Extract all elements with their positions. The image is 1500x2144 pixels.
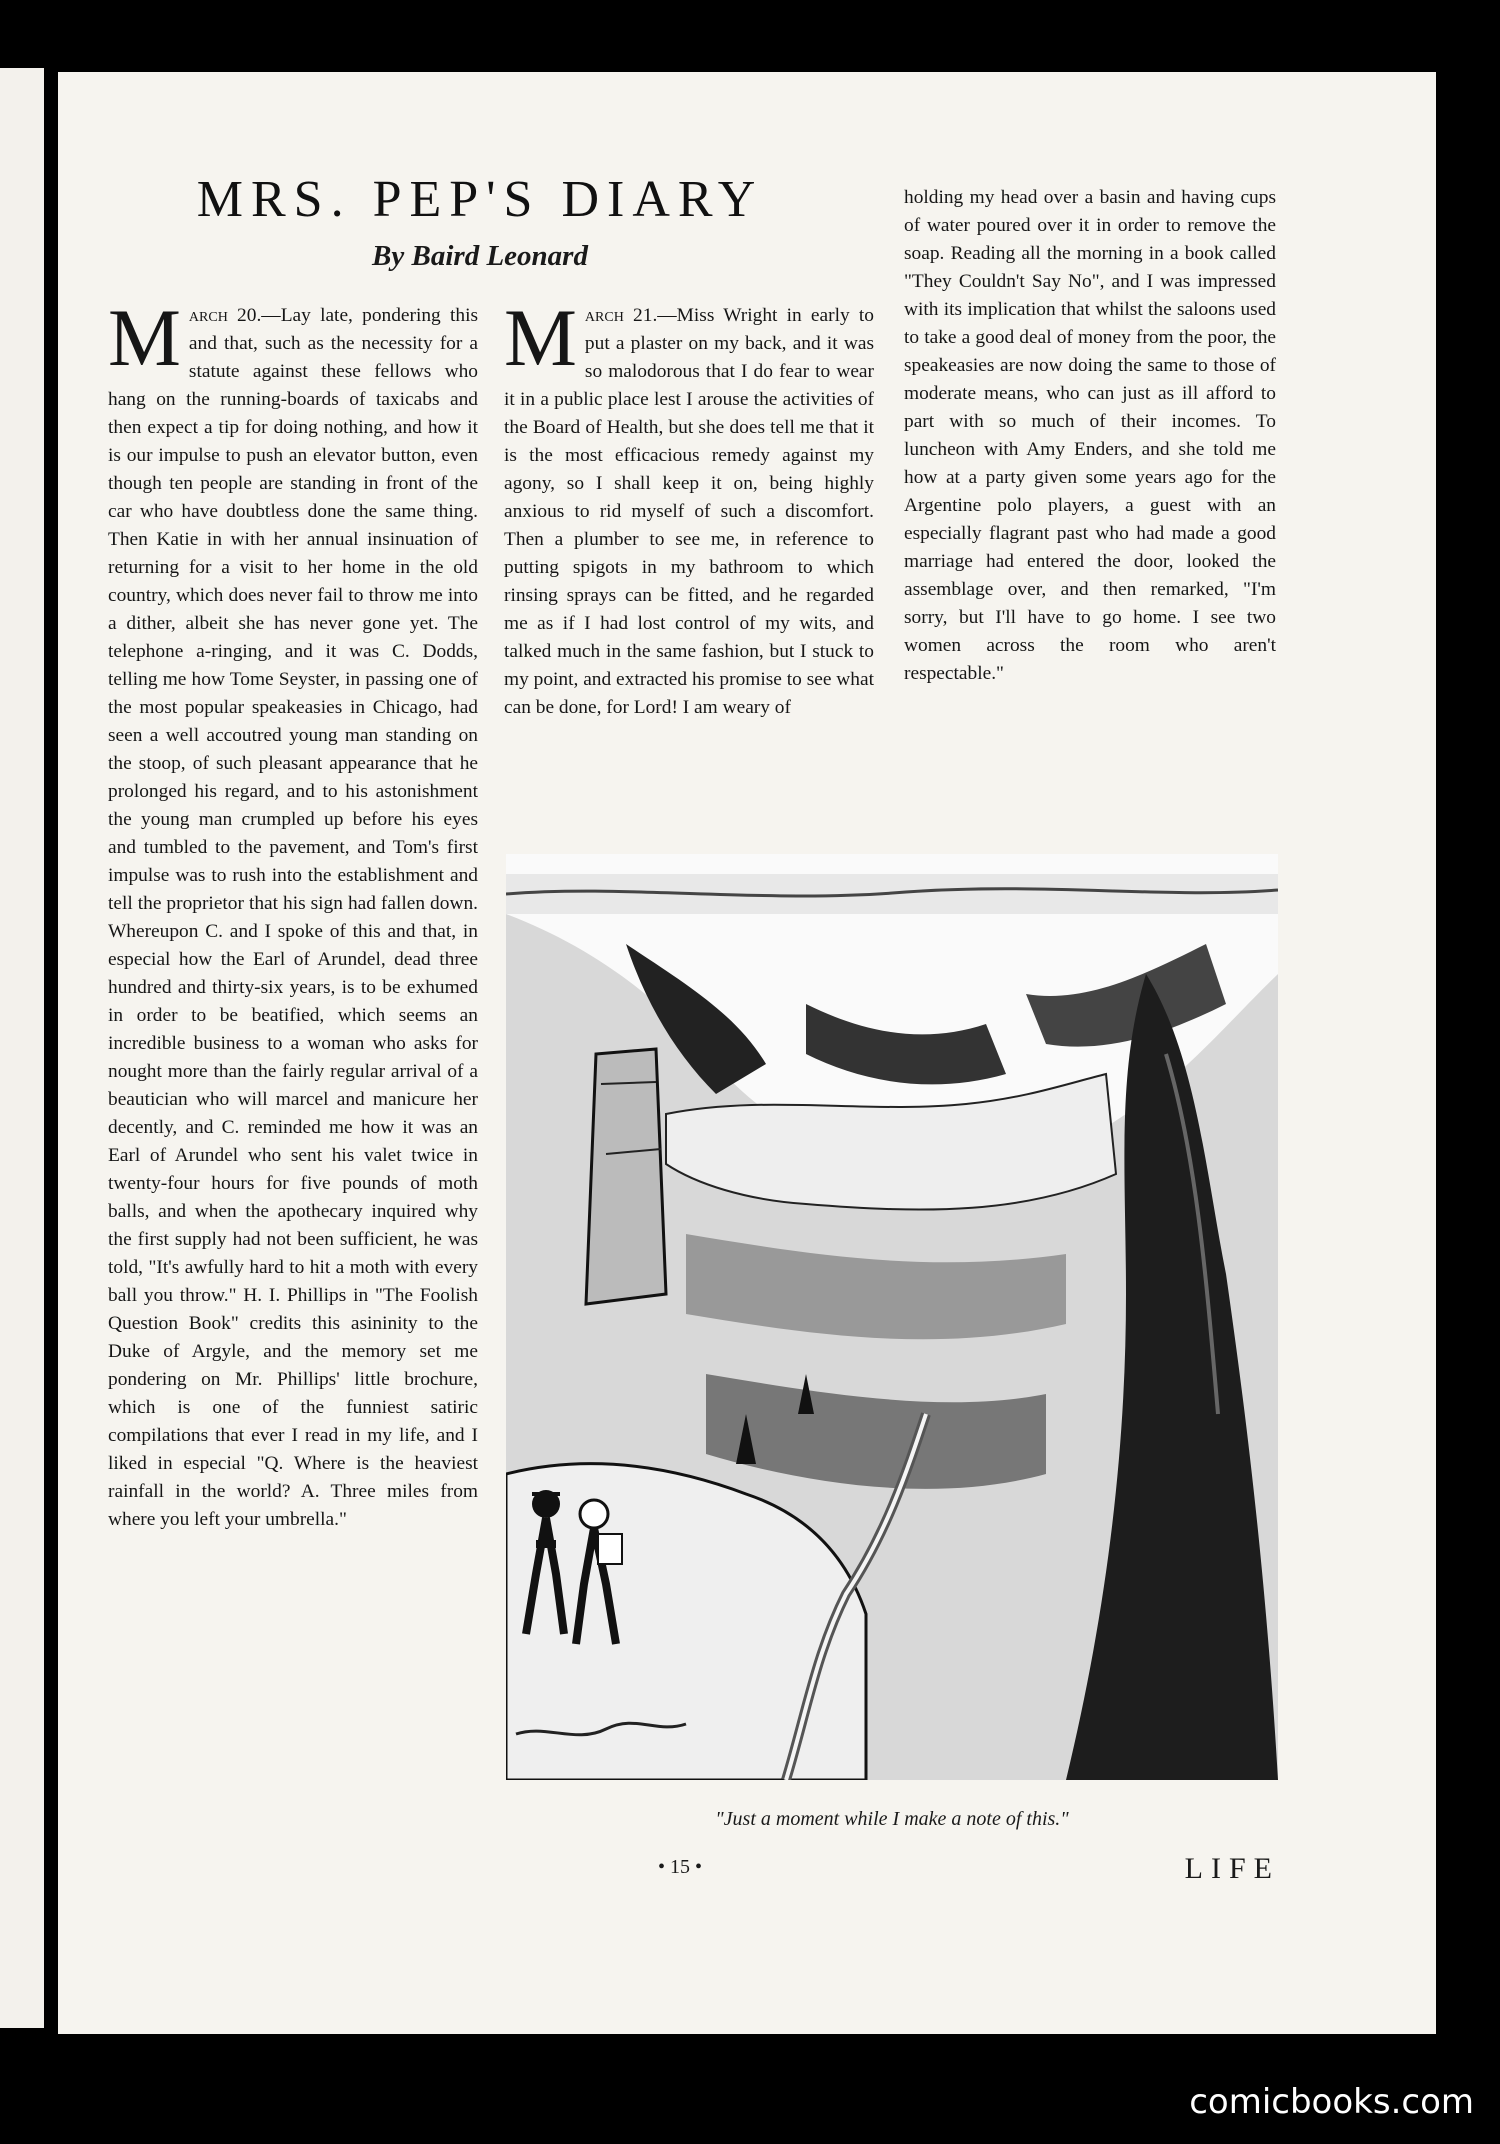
lead-word: arch bbox=[188, 305, 228, 326]
magazine-masthead: LIFE bbox=[1184, 1852, 1280, 1885]
lead-word: arch bbox=[584, 305, 624, 326]
page-number: • 15 • bbox=[657, 1856, 702, 1878]
column-1 bbox=[108, 292, 478, 1842]
column-3-text: holding my head over a basin and having cups of water poured over it in order to remove the soap. Reading all the morning in a book called "They Couldn't Say No", and I was impressed with its implication that whilst the saloons used to take a good deal of money from the poor, the speakeasies are now doing the same to those of moderate means, who can just as ill afford to part with so much of their incomes. To luncheon with Amy Enders, and she told me how at a party given some years ago for the Argentine polo players, a guest with an especially flagrant past who had made a good marriage had entered the door, looked the assemblage over, and then remarked, "I'm sorry, but I'll have to go home. I see two women across the room who aren't respectable." bbox=[904, 187, 1276, 684]
column-3 bbox=[904, 184, 1276, 688]
canyon-sketch-icon bbox=[506, 854, 1278, 1780]
adjacent-page-edge bbox=[0, 68, 44, 2028]
illustration-caption: "Just a moment while I make a note of this." bbox=[715, 1808, 1069, 1830]
column-2 bbox=[504, 292, 874, 722]
site-watermark: comicbooks.com bbox=[1189, 2082, 1474, 2122]
article-byline: By Baird Leonard bbox=[372, 240, 588, 272]
column-1-text: 20.—Lay late, pondering this and that, such as the necessity for a statute against these fellows who hang on the running-boards of taxicabs and then expect a tip for doing nothing, and how it is our impulse to push an elevator button, even though ten people are standing in front of the car who have doubtless done the same thing. Then Katie in with her annual insinuation of returning for a visit to her home in the old country, which does never fail to throw me into a dither, albeit she has never gone yet. The telephone a-ringing, and it was C. Dodds, telling me how Tome Seyster, in passing one of the most popular speakeasies in Chicago, had seen a well accoutred young man standing on the stoop, of such pleasant appearance that he prolonged his regard, and to his astonishment the young man crumpled up before his eyes and tumbled to the pavement, and Tom's first impulse was to rush into the establishment and tell the proprietor that his sign had fallen down. Whereupon C. and I spoke of this and that, in especial how the Earl of Arundel, dead three hundred and thirty-six years, is to be exhumed in order to be beatified, which seems an incredible business to a woman who asks for nought more than the fairly regular arrival of a beautician who will marcel and manicure her decently, and C. reminded me how it was an Earl of Arundel who sent his valet twice in twenty-four hours for five pounds of moth balls, and when the apothecary inquired why the first supply had not been sufficient, he was told, "It's awfully hard to hit a moth with every ball you throw." H. I. Phillips in "The Foolish Question Book" credits this asininity to the Duke of Argyle, and the memory set me pondering on Mr. Phillips' little brochure, which is one of the funniest satiric compilations that ever I read in my life, and I liked in especial "Q. Where is the heaviest rainfall in the world? A. Three miles from where you left your umbrella." bbox=[108, 305, 478, 1530]
drop-cap: M bbox=[504, 292, 577, 383]
canyon-illustration bbox=[506, 854, 1278, 1780]
column-2-text: 21.—Miss Wright in early to put a plaster on my back, and it was so malodorous that I do fear to wear it in a public place lest I arouse the activities of the Board of Health, but she does tell me that it is the most efficacious remedy against my agony, so I shall keep it on, being highly anxious to rid myself of such a discomfort. Then a plumber to see me, in reference to putting spigots in my bathroom to which rinsing sprays can be fitted, and he regarded me as if I had lost control of my wits, and talked much in the same fashion, but I stuck to my point, and extracted his promise to see what can be done, for Lord! I am weary of bbox=[504, 305, 874, 718]
drop-cap: M bbox=[108, 292, 181, 383]
article-title: MRS. PEP'S DIARY bbox=[196, 171, 764, 228]
